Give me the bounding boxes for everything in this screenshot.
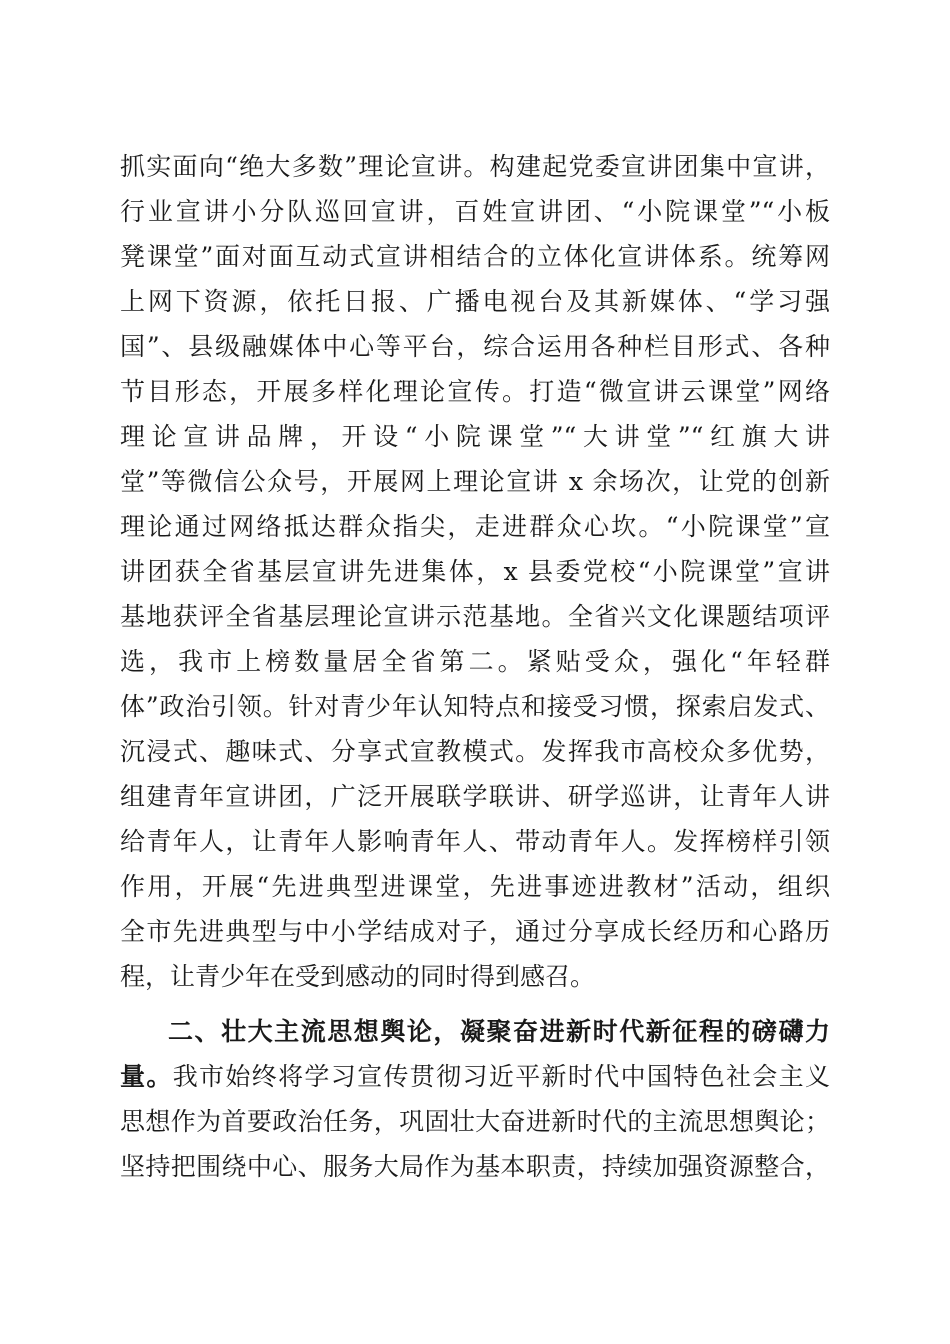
- paragraph-line: 体”政治引领。针对青少年认知特点和接受习惯，探索启发式、: [120, 692, 830, 721]
- paragraph-line: 全市先进典型与中小学结成对子，通过分享成长经历和心路历: [120, 917, 830, 946]
- paragraph-line: 作用，开展“先进典型进课堂，先进事迹进教材”活动，组织: [120, 872, 830, 901]
- section-heading-continuation: [120, 1055, 830, 1099]
- paragraph-line: 节目形态，开展多样化理论宣传。打造“微宣讲云课堂”网络: [120, 377, 830, 406]
- paragraph-line: 国”、县级融媒体中心等平台，综合运用各种栏目形式、各种: [120, 332, 830, 361]
- paragraph-line: 给青年人，让青年人影响青年人、带动青年人。发挥榜样引领: [120, 827, 830, 856]
- paragraph-line: 思想作为首要政治任务，巩固壮大奋进新时代的主流思想舆论；: [120, 1107, 830, 1136]
- paragraph-line: 堂”等微信公众号，开展网上理论宣讲 x 余场次，让党的创新: [120, 467, 830, 496]
- paragraph-line: 理论宣讲品牌，开设“小院课堂”“大讲堂”“红旗大讲: [120, 422, 830, 451]
- paragraph-line: 凳课堂”面对面互动式宣讲相结合的立体化宣讲体系。统筹网: [120, 242, 830, 271]
- section-heading: 二、壮大主流思想舆论，凝聚奋进新时代新征程的磅礴力: [168, 1017, 830, 1046]
- paragraph-line: 组建青年宣讲团，广泛开展联学联讲、研学巡讲，让青年人讲: [120, 782, 830, 811]
- paragraph-line: 程，让青少年在受到感动的同时得到感召。: [120, 962, 596, 991]
- paragraph-line: 上网下资源，依托日报、广播电视台及其新媒体、“学习强: [120, 287, 830, 316]
- paragraph-line: 行业宣讲小分队巡回宣讲，百姓宣讲团、“小院课堂”“小板: [120, 197, 830, 226]
- section-heading-end: 量。: [120, 1062, 173, 1091]
- paragraph-line: 抓实面向“绝大多数”理论宣讲。构建起党委宣讲团集中宣讲，: [120, 152, 830, 181]
- paragraph-line: 沉浸式、趣味式、分享式宣教模式。发挥我市高校众多优势，: [120, 737, 830, 766]
- paragraph-line: 选，我市上榜数量居全省第二。紧贴受众，强化“年轻群: [120, 647, 830, 676]
- paragraph-line: 坚持把围绕中心、服务大局作为基本职责，持续加强资源整合，: [120, 1152, 830, 1181]
- paragraph-line: 讲团获全省基层宣讲先进集体，x 县委党校“小院课堂”宣讲: [120, 557, 830, 586]
- paragraph-line: 基地获评全省基层理论宣讲示范基地。全省兴文化课题结项评: [120, 602, 830, 631]
- section-body-start: 我市始终将学习宣传贯彻习近平新时代中国特色社会主义: [172, 1062, 830, 1091]
- paragraph-line: 理论通过网络抵达群众指尖，走进群众心坎。“小院课堂”宣: [120, 512, 830, 541]
